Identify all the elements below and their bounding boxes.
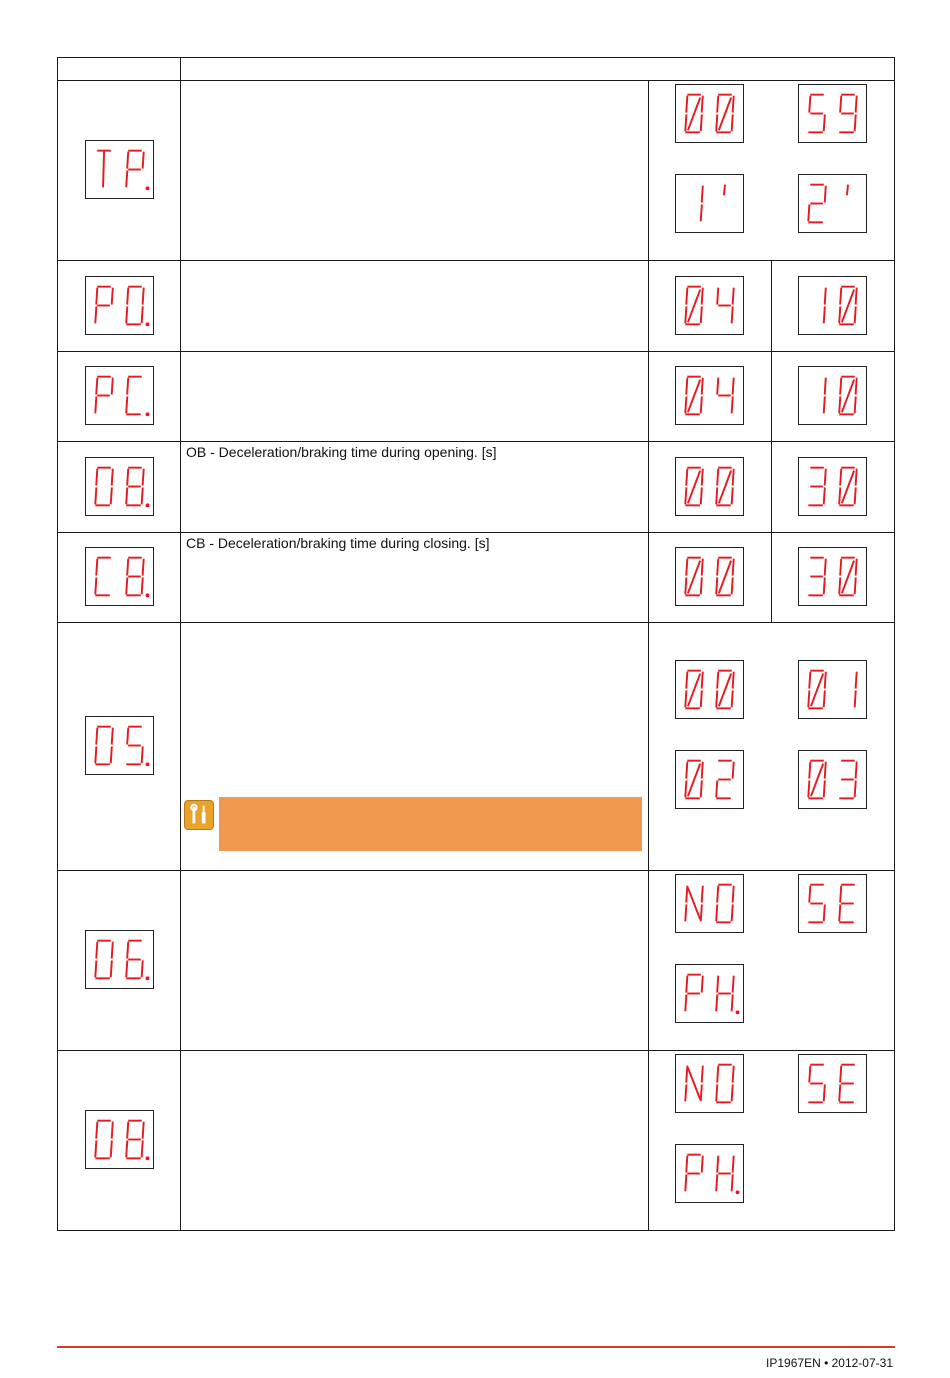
decimal-dot xyxy=(736,1010,740,1014)
segment xyxy=(839,488,840,503)
segment xyxy=(702,288,703,303)
display-text: 2' xyxy=(801,184,802,186)
display-text: 04 xyxy=(678,286,680,288)
segment xyxy=(732,691,733,706)
segment xyxy=(839,307,840,322)
decimal-dot xyxy=(146,412,150,416)
code-display-6 xyxy=(85,930,154,989)
segment xyxy=(717,97,718,112)
segment xyxy=(685,1085,686,1100)
segment xyxy=(855,781,856,796)
segment xyxy=(112,1123,113,1138)
display-text: 59 xyxy=(801,94,803,96)
segment xyxy=(95,747,96,762)
segment xyxy=(127,729,128,744)
segment xyxy=(95,488,96,503)
segment xyxy=(686,379,687,394)
segment xyxy=(825,187,826,202)
segment xyxy=(688,99,700,130)
value-display xyxy=(675,547,744,606)
segment xyxy=(686,673,687,688)
segment xyxy=(686,288,687,303)
segment xyxy=(732,488,733,503)
segment xyxy=(855,397,856,412)
segment xyxy=(717,469,718,484)
tool-icon xyxy=(184,800,214,830)
segment xyxy=(811,675,823,706)
segment xyxy=(840,379,841,394)
segment xyxy=(856,763,857,778)
segment xyxy=(717,1157,718,1172)
code-display-5 xyxy=(85,716,154,775)
segment xyxy=(686,97,687,112)
value-display xyxy=(798,547,867,606)
value-display xyxy=(675,1054,744,1113)
segment xyxy=(96,943,97,958)
segment xyxy=(685,691,686,706)
column-divider xyxy=(648,80,649,1231)
value-display xyxy=(675,874,744,933)
display-text: DS. xyxy=(88,726,90,728)
code-display-0 xyxy=(85,140,154,199)
segment xyxy=(126,397,127,412)
segment xyxy=(686,1157,687,1172)
segment xyxy=(702,560,703,575)
segment xyxy=(824,905,825,920)
value-display xyxy=(798,276,867,335)
code-display-3 xyxy=(85,457,154,516)
segment xyxy=(824,488,825,503)
display-text: D6. xyxy=(88,940,90,942)
segment xyxy=(701,205,702,220)
display-text: 00 xyxy=(678,557,680,559)
segment xyxy=(685,488,686,503)
segment xyxy=(840,97,841,112)
segment xyxy=(808,205,809,220)
table-border-top xyxy=(57,57,895,58)
segment xyxy=(732,115,733,130)
segment xyxy=(127,943,128,958)
segment xyxy=(111,1141,112,1156)
segment xyxy=(856,379,857,394)
value-display xyxy=(675,660,744,719)
segment xyxy=(686,977,687,992)
segment xyxy=(840,1067,841,1082)
segment xyxy=(688,562,700,593)
segment xyxy=(716,488,717,503)
value-display xyxy=(675,276,744,335)
segment xyxy=(685,115,686,130)
segment xyxy=(719,675,731,706)
segment xyxy=(808,691,809,706)
segment xyxy=(842,290,854,321)
segment xyxy=(824,397,825,412)
segment xyxy=(127,288,128,303)
segment xyxy=(824,578,825,593)
value-display xyxy=(798,174,867,233)
row-divider xyxy=(57,1050,895,1051)
segment xyxy=(733,1067,734,1082)
display-text: SE xyxy=(801,1064,803,1066)
segment xyxy=(127,1123,128,1138)
segment xyxy=(716,995,717,1010)
segment xyxy=(127,469,128,484)
segment xyxy=(855,578,856,593)
segment xyxy=(702,763,703,778)
display-text: 10 xyxy=(801,376,803,378)
note-box xyxy=(219,797,642,851)
segment xyxy=(825,469,826,484)
segment xyxy=(824,307,825,322)
segment xyxy=(717,379,718,394)
segment xyxy=(824,115,825,130)
segment xyxy=(809,887,810,902)
display-text: TP. xyxy=(88,150,90,152)
segment xyxy=(840,560,841,575)
segment xyxy=(702,887,703,902)
segment xyxy=(840,887,841,902)
segment xyxy=(126,171,127,186)
display-text: 30 xyxy=(801,557,803,559)
segment xyxy=(701,781,702,796)
segment xyxy=(733,469,734,484)
display-text: 02 xyxy=(678,760,680,762)
value-display xyxy=(798,1054,867,1113)
segment xyxy=(112,469,113,484)
segment xyxy=(733,97,734,112)
segment xyxy=(719,562,731,593)
segment xyxy=(702,187,703,202)
segment xyxy=(842,562,854,593)
segment xyxy=(127,153,128,168)
segment xyxy=(824,1085,825,1100)
value-display xyxy=(798,874,867,933)
segment xyxy=(856,673,857,688)
segment xyxy=(733,560,734,575)
segment xyxy=(716,905,717,920)
segment xyxy=(855,488,856,503)
segment xyxy=(839,578,840,593)
segment xyxy=(724,186,725,195)
segment xyxy=(839,397,840,412)
segment xyxy=(839,1085,840,1100)
segment xyxy=(733,379,734,394)
decimal-dot xyxy=(146,593,150,597)
segment xyxy=(808,781,809,796)
segment xyxy=(96,469,97,484)
segment xyxy=(702,1067,703,1082)
display-text: 00 xyxy=(678,467,680,469)
segment xyxy=(733,288,734,303)
segment xyxy=(686,560,687,575)
segment xyxy=(142,578,143,593)
code-display-7 xyxy=(85,1110,154,1169)
segment xyxy=(142,1141,143,1156)
value-display xyxy=(675,366,744,425)
segment xyxy=(126,1141,127,1156)
segment xyxy=(95,578,96,593)
display-text: 04 xyxy=(678,376,680,378)
segment xyxy=(686,469,687,484)
segment xyxy=(717,560,718,575)
row-divider xyxy=(57,260,895,261)
column-divider xyxy=(180,57,181,1231)
segment xyxy=(111,747,112,762)
table-header-divider xyxy=(57,80,895,81)
segment xyxy=(686,887,687,902)
segment xyxy=(96,379,97,394)
segment xyxy=(143,560,144,575)
segment xyxy=(111,488,112,503)
segment xyxy=(96,560,97,575)
segment xyxy=(95,961,96,976)
segment xyxy=(95,397,96,412)
display-text: 1' xyxy=(678,184,679,186)
value-display xyxy=(675,750,744,809)
segment xyxy=(685,781,686,796)
segment xyxy=(685,307,686,322)
row-divider xyxy=(57,532,895,533)
segment xyxy=(719,471,731,502)
segment xyxy=(112,943,113,958)
segment xyxy=(717,673,718,688)
segment xyxy=(855,115,856,130)
segment xyxy=(825,560,826,575)
segment xyxy=(733,977,734,992)
segment xyxy=(688,889,700,919)
segment xyxy=(701,691,702,706)
segment xyxy=(96,729,97,744)
segment xyxy=(702,1157,703,1172)
decimal-dot xyxy=(146,503,150,507)
segment xyxy=(733,887,734,902)
code-display-1 xyxy=(85,276,154,335)
segment xyxy=(688,675,700,706)
segment xyxy=(143,469,144,484)
segment xyxy=(95,307,96,322)
segment xyxy=(840,288,841,303)
display-text: PO. xyxy=(88,286,90,288)
segment xyxy=(701,578,702,593)
segment xyxy=(686,1067,687,1082)
display-text: 10 xyxy=(801,286,803,288)
segment xyxy=(95,1141,96,1156)
segment xyxy=(112,288,113,303)
segment xyxy=(702,469,703,484)
display-text: PC. xyxy=(88,376,90,378)
segment xyxy=(701,115,702,130)
segment xyxy=(717,288,718,303)
value-display xyxy=(798,366,867,425)
row-cb-description: CB - Deceleration/braking time during closing. [s] xyxy=(186,535,490,551)
segment xyxy=(732,995,733,1010)
segment xyxy=(127,560,128,575)
segment xyxy=(112,729,113,744)
display-text: CB. xyxy=(88,557,90,559)
segment xyxy=(126,961,127,976)
segment xyxy=(825,763,826,778)
segment xyxy=(717,1067,718,1082)
display-text: 30 xyxy=(801,467,803,469)
table-border-bottom xyxy=(57,1230,895,1231)
segment xyxy=(824,781,825,796)
segment xyxy=(842,471,854,502)
value-display xyxy=(798,660,867,719)
segment xyxy=(716,691,717,706)
segment xyxy=(96,1123,97,1138)
segment xyxy=(685,1175,686,1190)
code-display-4 xyxy=(85,547,154,606)
display-text: PH. xyxy=(678,1154,680,1156)
footer-rule xyxy=(57,1346,895,1348)
row-divider xyxy=(57,351,895,352)
segment xyxy=(824,691,825,706)
segment xyxy=(839,905,840,920)
display-text: NO xyxy=(678,1064,680,1066)
code-display-2 xyxy=(85,366,154,425)
segment xyxy=(733,1157,734,1172)
segment xyxy=(811,765,823,796)
segment xyxy=(701,307,702,322)
segment xyxy=(685,995,686,1010)
decimal-dot xyxy=(736,1190,740,1194)
segment xyxy=(143,1123,144,1138)
segment xyxy=(111,961,112,976)
segment xyxy=(825,379,826,394)
segment xyxy=(856,288,857,303)
display-text: 01 xyxy=(801,670,803,672)
segment xyxy=(732,905,733,920)
segment xyxy=(126,578,127,593)
segment xyxy=(732,1085,733,1100)
segment xyxy=(685,905,686,920)
segment xyxy=(96,288,97,303)
segment xyxy=(716,1085,717,1100)
segment xyxy=(143,288,144,303)
segment xyxy=(825,673,826,688)
decimal-dot xyxy=(146,762,150,766)
footer-doc-id: IP1967EN • 2012-07-31 xyxy=(766,1356,893,1370)
segment xyxy=(856,97,857,112)
value-display xyxy=(798,750,867,809)
segment xyxy=(840,469,841,484)
segment xyxy=(732,307,733,322)
display-text: OB. xyxy=(88,467,90,469)
segment xyxy=(719,99,731,130)
display-text: 00 xyxy=(678,94,680,96)
decimal-dot xyxy=(146,186,150,190)
segment xyxy=(702,977,703,992)
segment xyxy=(809,97,810,112)
segment xyxy=(127,379,128,394)
segment xyxy=(856,560,857,575)
segment xyxy=(126,488,127,503)
table-border-left xyxy=(57,57,58,1231)
segment xyxy=(717,977,718,992)
segment xyxy=(142,961,143,976)
segment xyxy=(686,763,687,778)
decimal-dot xyxy=(146,976,150,980)
segment xyxy=(733,763,734,778)
segment xyxy=(142,488,143,503)
segment xyxy=(809,1067,810,1082)
segment xyxy=(702,97,703,112)
segment xyxy=(701,1085,702,1100)
segment xyxy=(701,905,702,920)
segment xyxy=(842,381,854,412)
segment xyxy=(685,397,686,412)
segment xyxy=(809,673,810,688)
segment xyxy=(716,578,717,593)
segment xyxy=(716,781,717,796)
display-text: D8. xyxy=(88,1120,90,1122)
segment xyxy=(142,307,143,322)
segment xyxy=(847,186,848,195)
segment xyxy=(716,1175,717,1190)
row-divider xyxy=(57,441,895,442)
segment xyxy=(702,673,703,688)
segment xyxy=(856,469,857,484)
segment xyxy=(126,307,127,322)
segment xyxy=(855,691,856,706)
display-text: PH. xyxy=(678,974,680,976)
display-text: 03 xyxy=(801,760,803,762)
segment xyxy=(825,288,826,303)
display-text: NO xyxy=(678,884,680,886)
value-display xyxy=(675,964,744,1023)
value-display xyxy=(675,174,744,233)
segment xyxy=(717,887,718,902)
segment xyxy=(142,747,143,762)
row-ob-description: OB - Deceleration/braking time during opening. [s] xyxy=(186,444,497,460)
segment xyxy=(702,379,703,394)
segment xyxy=(688,1069,700,1099)
segment xyxy=(701,397,702,412)
segment xyxy=(685,578,686,593)
display-text: 00 xyxy=(678,670,680,672)
segment xyxy=(112,379,113,394)
segment xyxy=(688,765,700,796)
decimal-dot xyxy=(146,1156,150,1160)
table-border-right xyxy=(894,57,895,1231)
display-text: SE xyxy=(801,884,803,886)
segment xyxy=(732,1175,733,1190)
segment xyxy=(732,578,733,593)
value-display xyxy=(675,457,744,516)
segment xyxy=(688,290,700,321)
decimal-dot xyxy=(146,322,150,326)
row-divider xyxy=(57,870,895,871)
segment xyxy=(143,153,144,168)
row-divider xyxy=(57,622,895,623)
segment xyxy=(855,307,856,322)
segment xyxy=(733,673,734,688)
segment xyxy=(688,471,700,502)
segment xyxy=(809,763,810,778)
value-display xyxy=(798,457,867,516)
segment xyxy=(103,153,104,187)
value-display xyxy=(798,84,867,143)
value-display xyxy=(675,84,744,143)
segment xyxy=(688,381,700,412)
segment xyxy=(716,115,717,130)
segment xyxy=(732,397,733,412)
segment xyxy=(701,488,702,503)
value-display xyxy=(675,1144,744,1203)
value-column-divider xyxy=(771,260,772,623)
